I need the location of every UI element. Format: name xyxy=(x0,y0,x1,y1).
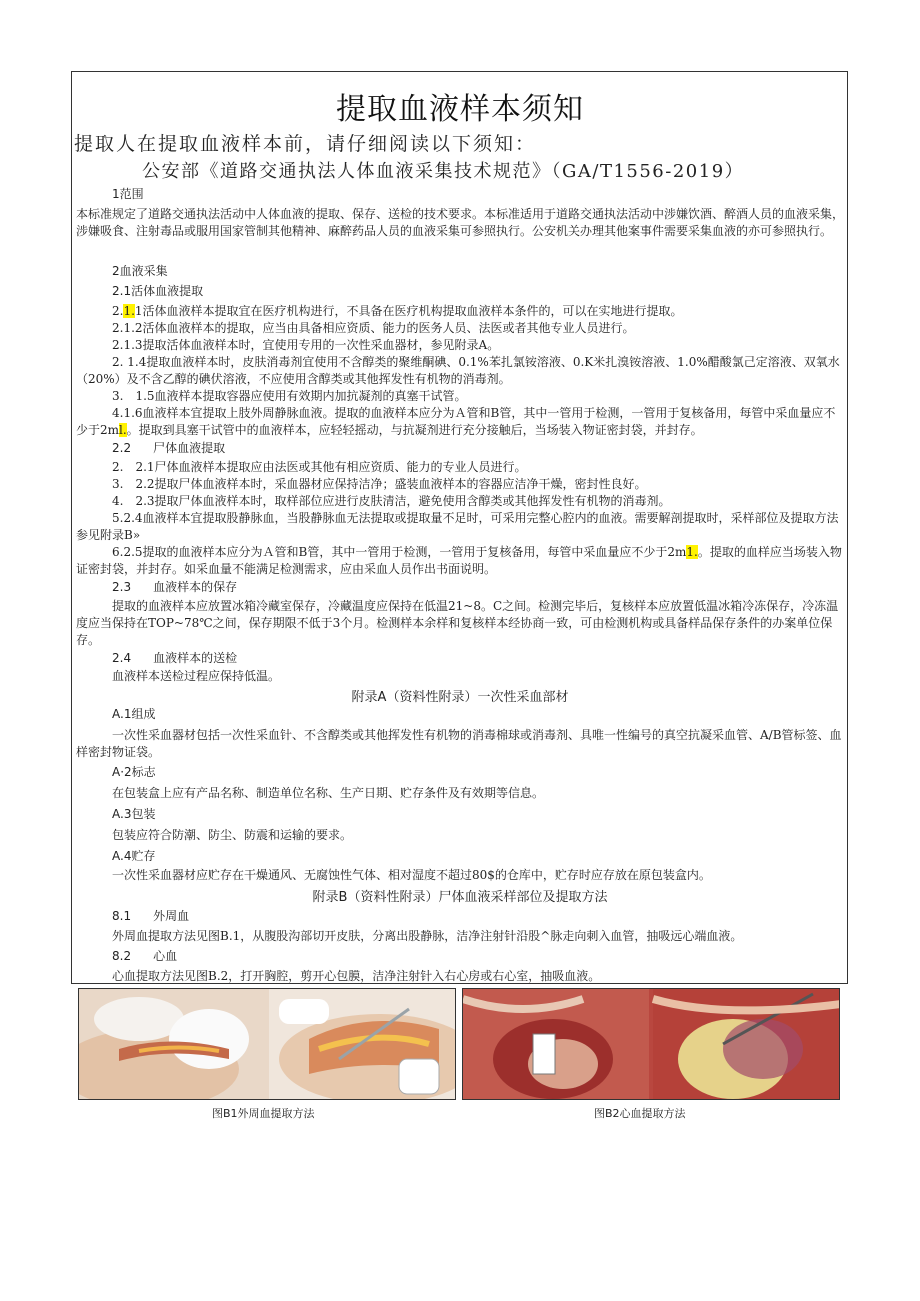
section-title: 外周血 xyxy=(153,909,190,923)
item-2-2-5-a: 6.2.5提取的血液样本应分为Ａ管和B管，其中一管用于检测，一管用于复核备用，每管中采血量应不少于2m xyxy=(112,545,687,559)
item-2-2-3: 4. 2.3提取尸体血液样本时，取样部位应进行皮肤清洁，避免使用含醇类或其他挥发性有机物的消毒剂。 xyxy=(112,494,671,508)
item-2-1-5: 3. 1.5血液样本提取容器应使用有效期内加抗凝剂的真塞干试管。 xyxy=(112,389,467,403)
item-2-1-6-a: 4.1.6血液样本宜提取上肢外周静脉血液。提取的血液样本应分为Ａ管和B管，其中一管用于检测，一管用于复核备用，每管中采血量应不少于2m xyxy=(76,406,836,437)
section-2-3-heading xyxy=(112,579,847,596)
section-2-4-text: 血液样本送检过程应保持低温。 xyxy=(112,669,281,683)
page-title: 提取血液样本须知 xyxy=(336,92,584,127)
highlight: 1. xyxy=(686,545,698,559)
figure-b1-illustration xyxy=(79,989,456,1100)
section-title: 血液样本的送检 xyxy=(153,651,238,665)
highlight: l. xyxy=(119,423,127,437)
item-2-1-2: 2.1.2活体血液样本的提取，应当由具备相应资质、能力的医务人员、法医或者其他专业人员进行。 xyxy=(112,321,635,335)
a2-text: 在包装盒上应有产品名称、制造单位名称、生产日期、贮存条件及有效期等信息。 xyxy=(112,786,545,800)
a4-text: 一次性采血器材应贮存在干燥通风、无腐蚀性气体、相对湿度不超过80$的仓库中，贮存时应存放在原包装盒内。 xyxy=(112,868,711,882)
section-number: 8.2 xyxy=(112,949,132,963)
section-number: 2.3 xyxy=(112,580,132,594)
a1-body: 一次性采血器材包括一次性采血针、不含醇类或其他挥发性有机物的消毒棉球或消毒剂、具唯一性编号的真空抗凝采血管、A/B管标签、血样密封物证袋。 xyxy=(76,728,842,759)
a2-heading: A·2标志 xyxy=(112,765,156,779)
item-2-1-4: 2. 1.4提取血液样本时，皮肤消毒剂宜使用不含醇类的聚维酮碘、0.1%苯扎氯铵溶液、0.K米扎溴铵溶液、1.0%醋酸氯己定溶液、双氧水（20%）及不含乙醇的碘伏溶液，不应使用含醇类或其他挥发性有机物的消毒剂。 xyxy=(76,355,840,386)
section-2-1-heading: 2.1活体血液提取 xyxy=(112,284,204,298)
b2-heading xyxy=(112,948,847,965)
section-1-body: 本标准规定了道路交通执法活动中人体血液的提取、保存、送检的技术要求。本标准适用于道路交通执法活动中涉嫌饮酒、醉酒人员的血液采集，涉嫌吸食、注射毒品或服用国家管制其他精神、麻醉药品人员的血液采集可参照执行。公安机关办理其他案事件需要采集血液的亦可参照执行。 xyxy=(76,207,845,238)
appendix-a-title: 附录A（资料性附录）一次性采血部材 xyxy=(351,690,569,705)
section-2-4-heading xyxy=(112,650,847,667)
intro-line: 提取人在提取血液样本前，请仔细阅读以下须知： xyxy=(74,133,537,155)
item-2-1-3: 2.1.3提取活体血液样本时，宜使用专用的一次性采血器材，参见附录A。 xyxy=(112,338,500,352)
section-number: 8.1 xyxy=(112,909,132,923)
b1-heading xyxy=(112,908,847,925)
figure-b2-photo xyxy=(462,988,840,1100)
item-2-2-2: 3. 2.2提取尸体血液样本时，采血器材应保持洁净；盛装血液样本的容器应洁净干燥，密封性良好。 xyxy=(112,477,647,491)
appendix-b-title: 附录B（资料性附录）尸体血液采样部位及提取方法 xyxy=(312,890,608,905)
section-2-heading: 2血液采集 xyxy=(112,264,168,278)
item-2-2-5 xyxy=(76,544,846,578)
figure-b2-caption: 图B2心血提取方法 xyxy=(594,1107,686,1120)
a1-heading: A.1组成 xyxy=(112,707,156,721)
item-2-1-1-a: 2. xyxy=(112,304,124,318)
item-2-1-1 xyxy=(112,303,847,320)
figure-b1-photo xyxy=(78,988,456,1100)
section-2-3-text: 提取的血液样本应放置冰箱冷藏室保存，冷藏温度应保持在低温21~8。C之间。检测完毕后，复核样本应放置低温冰箱冷冻保存，冷冻温度应当保持在TOP~78℃之间，保存期限不低于3个月。检测样本余样和复核样本经协商一致，可由检测机构或具备样品保存条件的办案单位保存。 xyxy=(76,599,839,647)
section-number: 2.2 xyxy=(112,441,132,455)
section-title: 血液样本的保存 xyxy=(153,580,238,594)
standard-reference: 公安部《道路交通执法人体血液采集技术规范》（GA/T1556-2019） xyxy=(142,161,745,182)
item-2-2-5-b: 。提取的血样应当场装入物证密封袋，并封存。如采血量不能满足检测需求，应由采血人员作出书面说明。 xyxy=(76,545,842,576)
a3-heading: A.3包装 xyxy=(112,807,156,821)
b2-text: 心血提取方法见图B.2，打开胸腔，剪开心包膜，洁净注射针入右心房或右心室，抽吸血液。 xyxy=(112,969,601,983)
a3-text: 包装应符合防潮、防尘、防震和运输的要求。 xyxy=(112,828,353,842)
b1-text: 外周血提取方法见图B.1，从腹股沟部切开皮肤，分离出股静脉，洁净注射针沿股^脉走向刺入血管，抽吸远心端血液。 xyxy=(112,929,743,943)
figure-b2-illustration xyxy=(463,989,840,1100)
section-number: 2.4 xyxy=(112,651,132,665)
item-2-1-1-b: 1活体血液样本提取宜在医疗机构进行，不具备在医疗机构提取血液样本条件的，可以在实地进行提取。 xyxy=(134,304,683,318)
figure-b1-caption: 图B1外周血提取方法 xyxy=(212,1107,315,1120)
item-2-2-4: 5.2.4血液样本宜提取股静脉血，当股静脉血无法提取或提取量不足时，可采用完整心腔内的血液。需要解剖提取时，采样部位及提取方法参见附录B» xyxy=(76,511,839,542)
highlight: 1. xyxy=(123,304,135,318)
a4-heading: A.4贮存 xyxy=(112,849,156,863)
section-2-2-heading xyxy=(112,440,847,457)
section-title: 尸体血液提取 xyxy=(153,441,226,455)
item-2-2-1: 2. 2.1尸体血液样本提取应由法医或其他有相应资质、能力的专业人员进行。 xyxy=(112,460,527,474)
section-title: 心血 xyxy=(153,949,178,963)
section-1-heading: 1范围 xyxy=(112,187,144,201)
item-2-1-6-b: 。提取到具塞干试管中的血液样本，应轻轻摇动，与抗凝剂进行充分接触后，当场装入物证密封袋，并封存。 xyxy=(126,423,703,437)
item-2-1-6 xyxy=(76,405,846,439)
